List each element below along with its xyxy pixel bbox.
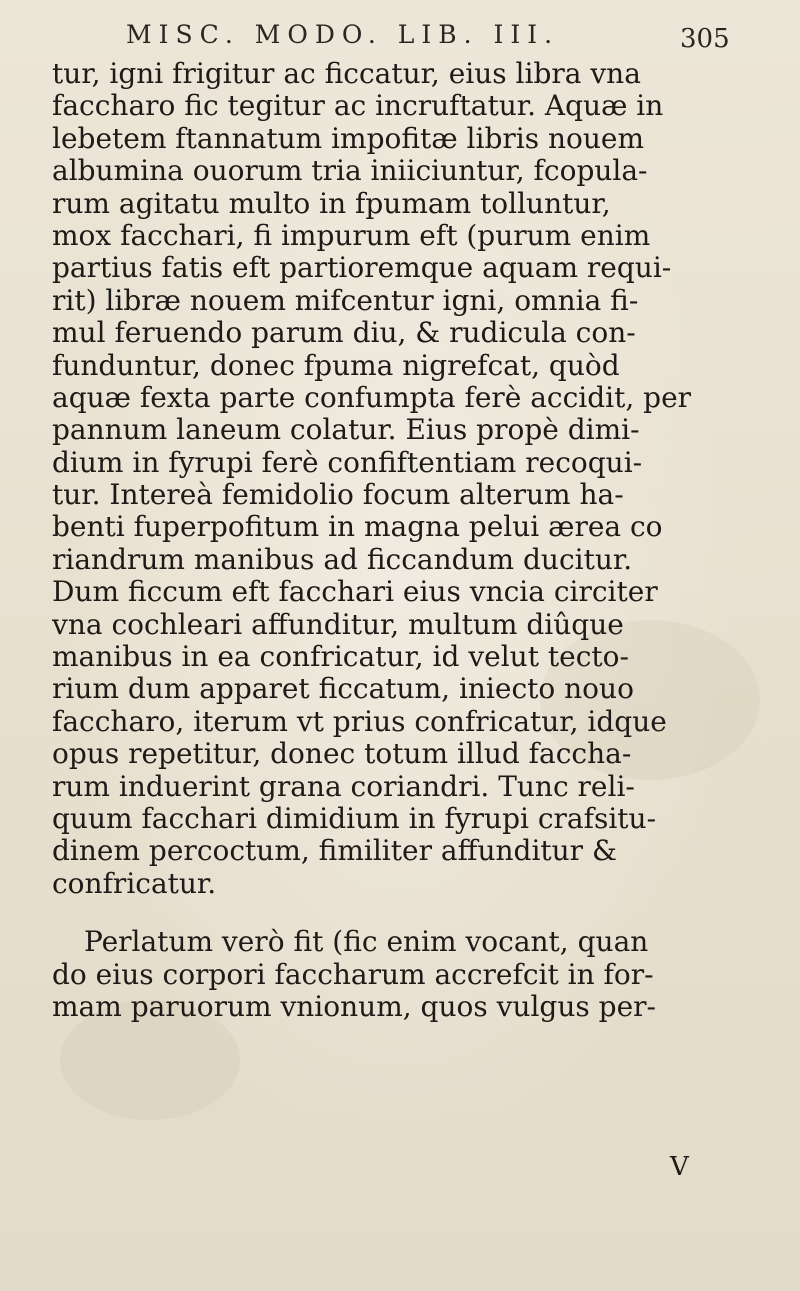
- body-text: [52, 58, 772, 1023]
- text-line: vna cochleari affunditur, multum diûque: [52, 607, 624, 641]
- text-line: Dum ficcum eft facchari eius vncia circiter: [52, 575, 658, 609]
- text-line: riandrum manibus ad ficcandum ducitur.: [52, 542, 633, 576]
- text-line: partius fatis eft partioremque aquam requi-: [52, 251, 672, 285]
- text-line: manibus in ea confricatur, id velut tecto-: [52, 640, 629, 674]
- text-line: mox facchari, fi impurum eft (purum enim: [52, 218, 651, 252]
- text-line: tur. Intereà femidolio focum alterum ha-: [52, 478, 624, 512]
- text-line: lebetem ftannatum impofitæ libris nouem: [52, 121, 645, 155]
- text-line: benti fuperpofitum in magna pelui ærea co: [52, 510, 663, 544]
- text-line: funduntur, donec fpuma nigrefcat, quòd: [52, 348, 620, 382]
- text-line: mam paruorum vnionum, quos vulgus per-: [52, 989, 656, 1023]
- running-title: MISC. MODO. LIB. III.: [126, 20, 560, 49]
- text-line: confricatur.: [52, 866, 217, 900]
- text-line: rum agitatu multo in fpumam tolluntur,: [52, 186, 611, 220]
- catchword: V: [670, 1152, 689, 1182]
- text-line: rit) libræ nouem mifcentur igni, omnia fi-: [52, 283, 639, 317]
- paragraph-1: [52, 58, 772, 900]
- text-line: faccharo, iterum vt prius confricatur, idque: [52, 704, 667, 738]
- paragraph-2: [52, 926, 772, 1023]
- text-line: tur, igni frigitur ac ficcatur, eius libra vna: [52, 57, 641, 90]
- text-line: faccharo fic tegitur ac incruftatur. Aquæ in: [52, 89, 664, 123]
- text-line: dium in fyrupi ferè confiftentiam recoqui-: [52, 445, 643, 479]
- text-line: dinem percoctum, fimiliter affunditur &: [52, 834, 617, 868]
- text-line: Perlatum verò fit (fic enim vocant, quan: [84, 925, 649, 959]
- text-line: quum facchari dimidium in fyrupi crafsitu-: [52, 801, 657, 835]
- text-line: pannum laneum colatur. Eius propè dimi-: [52, 413, 640, 447]
- text-line: rium dum apparet ficcatum, iniecto nouo: [52, 672, 634, 706]
- text-line: do eius corpori faccharum accrefcit in for-: [52, 957, 654, 991]
- text-line: aquæ fexta parte confumpta ferè accidit, per: [52, 380, 692, 414]
- text-line: opus repetitur, donec totum illud faccha-: [52, 737, 632, 771]
- text-line: rum induerint grana coriandri. Tunc reli-: [52, 769, 635, 803]
- text-line: mul feruendo parum diu, & rudicula con-: [52, 316, 636, 350]
- text-line: albumina ouorum tria iniiciuntur, fcopula-: [52, 154, 648, 188]
- page-number: 305: [680, 24, 730, 54]
